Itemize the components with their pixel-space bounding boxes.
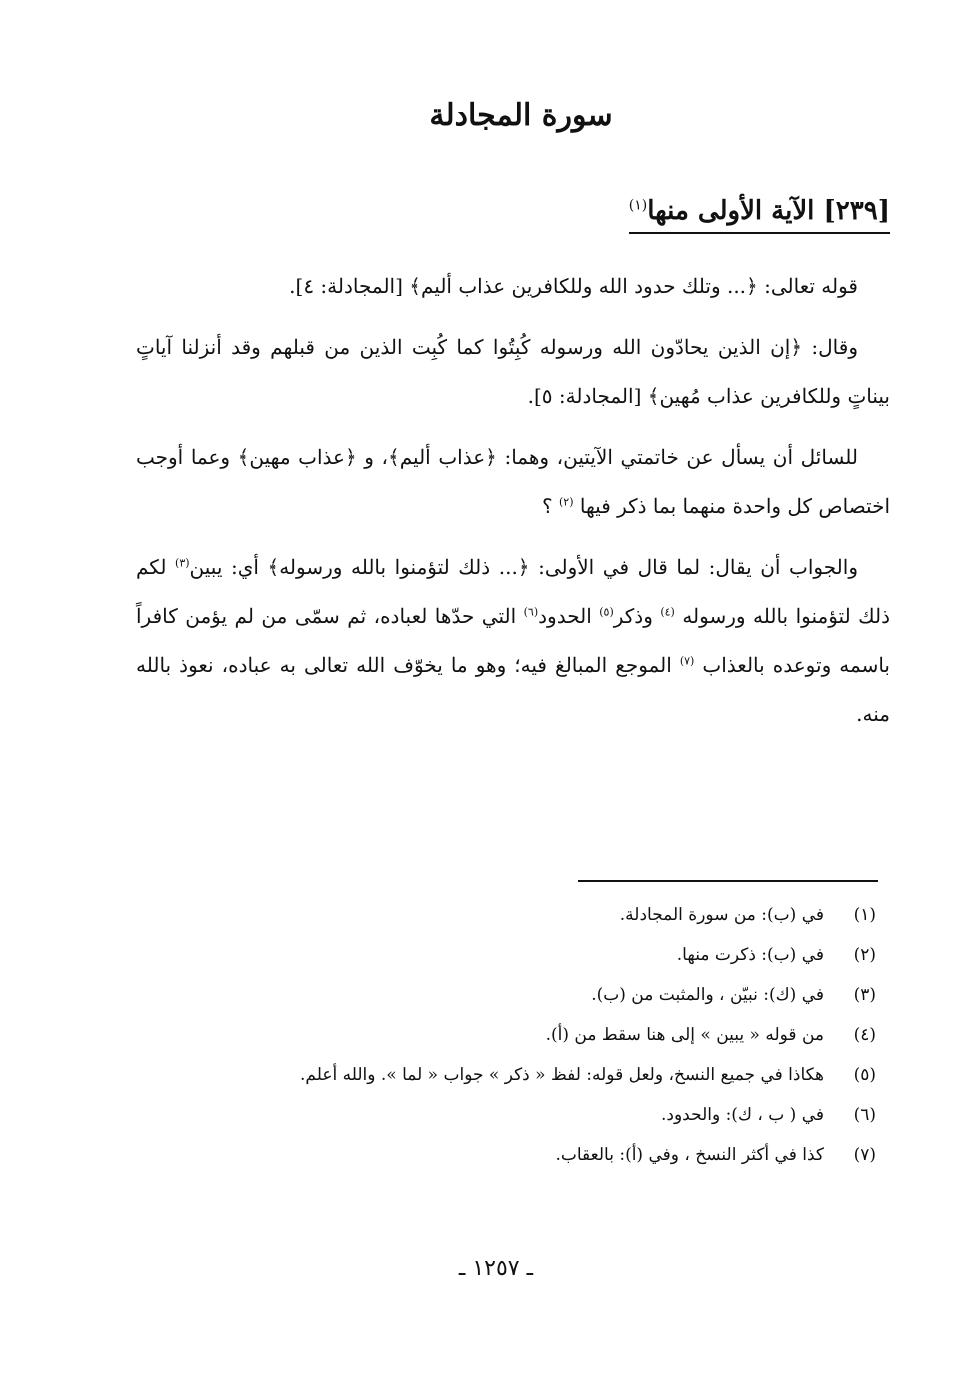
paragraph-text: التي حدّها لعباده، ثم سمّى من لم يؤمن كافراً باسمه وتوعده بالعذاب	[136, 604, 891, 677]
footnote-ref: (٧)	[679, 654, 695, 668]
footnote-number: (١)	[853, 905, 876, 925]
page-number: ـ ١٢٥٧ ـ	[458, 1256, 534, 1281]
paragraph-verse-2: وقال: ﴿إن الذين يحادّون الله ورسوله كُبِتُوا كما كُبِت الذين من قبلهم وقد أنزلنا آياتٍ بيناتٍ وللكافرين عذاب مُهين﴾ [المجادلة: ٥].	[136, 335, 890, 408]
footnote-text: في ( ب ، ك): والحدود.	[660, 1105, 824, 1125]
footnote-ref: (٣)	[175, 556, 190, 570]
footnote-item	[116, 985, 876, 1025]
footnote-item	[116, 1025, 876, 1065]
footnote-number: (٧)	[853, 1145, 876, 1165]
section-number: [٢٣٩]	[823, 196, 890, 226]
paragraph-question	[136, 433, 890, 531]
footnote-divider	[578, 880, 878, 882]
footnote-number: (٦)	[853, 1105, 876, 1125]
footnote-text: في (ب): من سورة المجادلة.	[619, 905, 824, 925]
footnote-ref: (٦)	[523, 605, 539, 619]
footnotes	[116, 905, 876, 1185]
footnote-number: (٥)	[853, 1065, 876, 1085]
footnote-text: من قوله « يبين » إلى هنا سقط من (أ).	[545, 1025, 824, 1045]
paragraph-text: للسائل أن يسأل عن خاتمتي الآيتين، وهما: ﴿عذاب أليم﴾، و ﴿عذاب مهين﴾ وعما أوجب اختصاص كل واحدة منهما بما ذكر فيها	[136, 445, 890, 518]
section-heading	[629, 196, 890, 234]
footnote-ref: (٥)	[599, 605, 614, 619]
paragraph-verse-1: قوله تعالى: ﴿... وتلك حدود الله وللكافرين عذاب أليم﴾ [المجادلة: ٤].	[289, 274, 858, 298]
footnote-text: هكاذا في جميع النسخ، ولعل قوله: لفظ « ذكر » جواب « لما ». والله أعلم.	[300, 1065, 824, 1085]
paragraph-text: والجواب أن يقال: لما قال في الأولى: ﴿... ذلك لتؤمنوا بالله ورسوله﴾ أي: يبين	[189, 555, 858, 579]
body-text	[136, 262, 890, 751]
paragraph-text: وذكر	[613, 604, 661, 628]
paragraph-text: الموجع المبالغ فيه؛ وهو ما يخوّف الله تعالى به عباده، نعوذ بالله منه.	[136, 653, 890, 726]
surah-title: سورة المجادلة	[429, 98, 613, 133]
paragraph-text: ؟	[541, 494, 559, 518]
footnote-ref: (٤)	[660, 605, 675, 619]
paragraph-text: الحدود	[538, 604, 600, 628]
footnote-item	[116, 905, 876, 945]
paragraph-text: لكم ذلك لتؤمنوا بالله ورسوله	[136, 555, 890, 628]
footnote-ref: (١)	[628, 197, 648, 214]
section-heading-text: الآية الأولى منها	[647, 196, 815, 226]
paragraph-answer	[136, 543, 890, 739]
footnote-item	[116, 1145, 876, 1185]
footnote-item	[116, 1065, 876, 1105]
footnote-number: (٢)	[853, 945, 876, 965]
footnote-item	[116, 945, 876, 985]
footnote-text: في (ب): ذكرت منها.	[676, 945, 824, 965]
footnote-number: (٤)	[853, 1025, 876, 1045]
footnote-ref: (٢)	[558, 495, 574, 509]
footnote-item	[116, 1105, 876, 1145]
footnote-text: كذا في أكثر النسخ ، وفي (أ): بالعقاب.	[555, 1145, 824, 1165]
footnote-number: (٣)	[853, 985, 876, 1005]
footnote-text: في (ك): نبيّن ، والمثبت من (ب).	[591, 985, 824, 1005]
